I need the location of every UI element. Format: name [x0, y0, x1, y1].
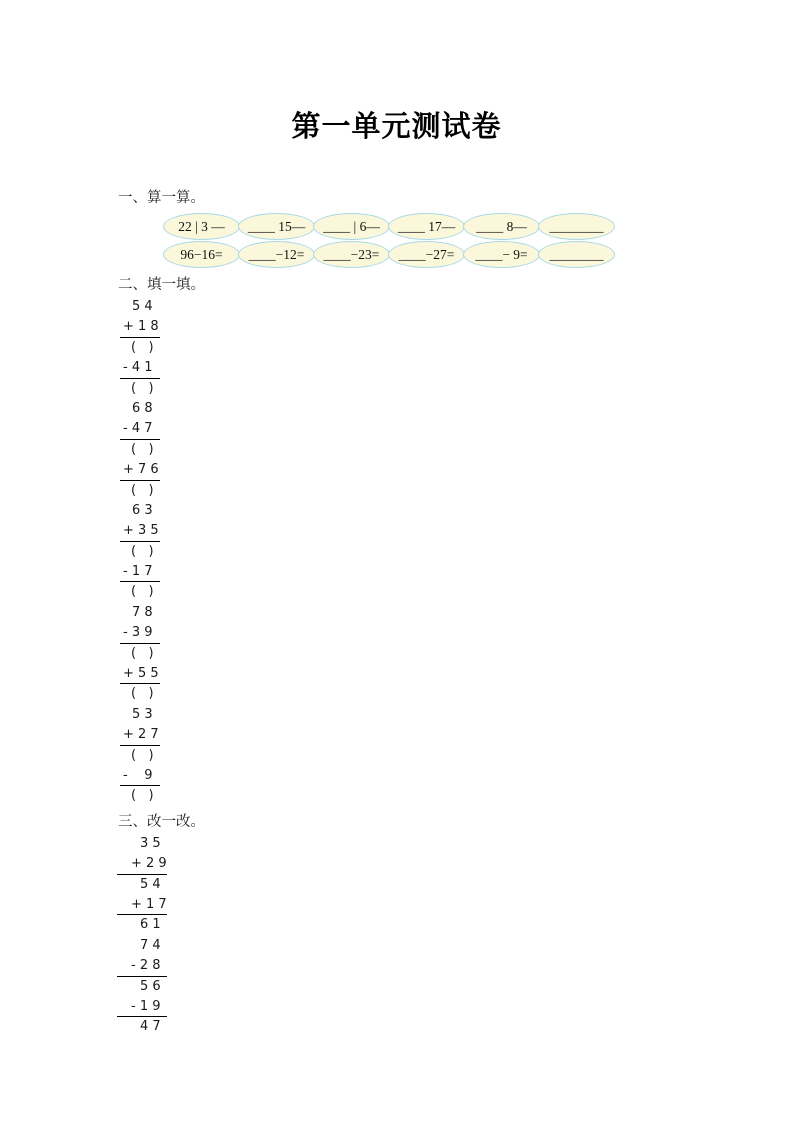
vertical-arithmetic-fill-in	[120, 297, 793, 807]
vertical-arithmetic-correct	[117, 834, 793, 1038]
chain-cell: ____−27=	[388, 241, 465, 268]
chain-cell: ____−12=	[238, 241, 315, 268]
chain-cell: ____−23=	[313, 241, 390, 268]
answer-parens: ( )	[131, 645, 154, 661]
number-line: 6 8	[132, 400, 153, 416]
section-one-heading: 一、算一算。	[118, 190, 205, 206]
number-line: 5 3	[132, 706, 153, 722]
chain-cell: 96−16=	[163, 241, 240, 268]
number-line: 7 4	[140, 937, 161, 953]
operator-line: + 2 9	[117, 854, 167, 874]
operator-line: - 3 9	[120, 623, 160, 643]
number-line: 6 3	[132, 502, 153, 518]
operator-line: + 5 5	[120, 664, 160, 684]
chain-cell: ____ 15—	[238, 213, 315, 240]
chain-cell: ____ | 6—	[313, 213, 390, 240]
answer-parens: ( )	[131, 686, 154, 702]
chain-answer-cell: ________	[538, 241, 615, 268]
section-three-heading: 三、改一改。	[118, 813, 205, 830]
answer-parens: ( )	[131, 747, 154, 763]
operator-line: - 1 7	[120, 562, 160, 582]
answer-parens: ( )	[131, 441, 154, 457]
calculation-chains	[163, 213, 633, 268]
operator-line: - 2 8	[117, 956, 167, 976]
operator-line: + 7 6	[120, 460, 160, 480]
chain-cell: ____− 9=	[463, 241, 540, 268]
result-line: 6 1	[140, 917, 161, 933]
number-line: 3 5	[140, 835, 161, 851]
operator-line: + 2 7	[120, 725, 160, 745]
chain-cell: ____ 17—	[388, 213, 465, 240]
operator-line: + 3 5	[120, 521, 160, 541]
number-line: 7 8	[132, 604, 153, 620]
chain-cell: 22 | 3 —	[163, 213, 240, 240]
operator-line: + 1 8	[120, 317, 160, 337]
answer-parens: ( )	[131, 339, 154, 355]
page-title: 第一单元测试卷	[291, 109, 502, 143]
chain-answer-cell: ________	[538, 213, 615, 240]
section-two-heading: 二、填一填。	[118, 277, 205, 293]
answer-parens: ( )	[131, 584, 154, 600]
result-line: 4 7	[140, 1019, 161, 1035]
operator-line: + 1 7	[117, 895, 167, 915]
operator-line: - 9	[120, 766, 160, 786]
chain-row-2	[163, 241, 633, 268]
answer-parens: ( )	[131, 482, 154, 498]
operator-line: - 4 1	[120, 358, 160, 378]
answer-parens: ( )	[131, 788, 154, 804]
chain-row-1	[163, 213, 633, 240]
answer-parens: ( )	[131, 380, 154, 396]
operator-line: - 1 9	[117, 997, 167, 1017]
answer-parens: ( )	[131, 543, 154, 559]
result-line: 5 4	[140, 876, 161, 892]
chain-cell: ____ 8—	[463, 213, 540, 240]
number-line: 5 4	[132, 299, 153, 314]
operator-line: - 4 7	[120, 419, 160, 439]
result-line: 5 6	[140, 978, 161, 994]
